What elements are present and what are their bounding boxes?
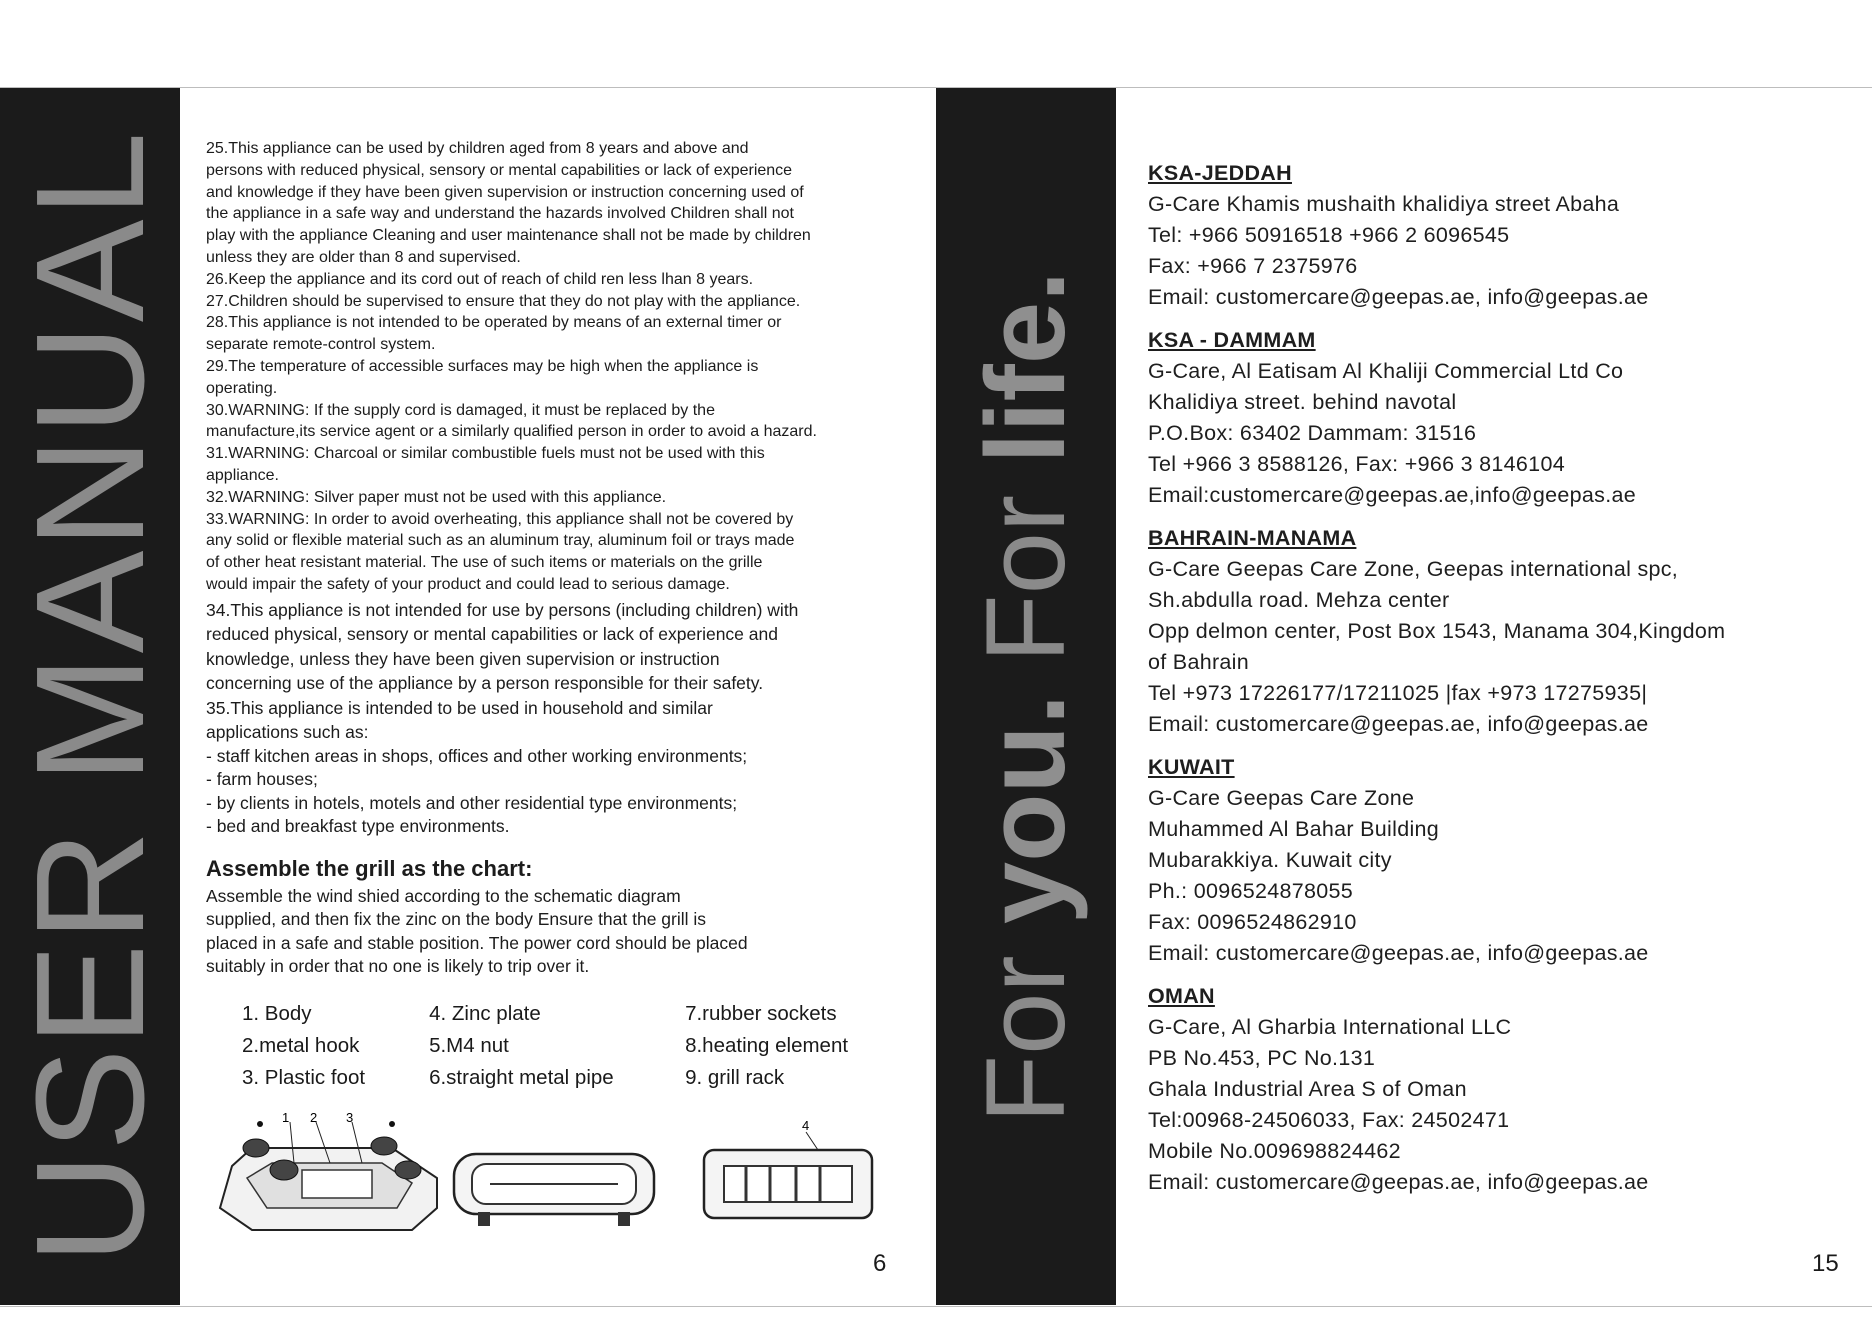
diagram-label: 1 — [282, 1110, 290, 1125]
part-label: 6.straight metal pipe — [429, 1066, 614, 1089]
safety-line: concerning use of the appliance by a person responsible for their safety. — [206, 673, 764, 694]
contact-line: Email: customercare@geepas.ae, info@geepas.ae — [1148, 941, 1649, 965]
part-label: 4. Zinc plate — [429, 1002, 541, 1025]
part-label: 1. Body — [242, 1002, 312, 1025]
contact-line: Fax: 0096524862910 — [1148, 910, 1357, 934]
assemble-heading: Assemble the grill as the chart: — [206, 855, 533, 881]
contact-line: Tel +966 3 8588126, Fax: +966 3 8146104 — [1148, 452, 1565, 476]
region-heading: BAHRAIN-MANAMA — [1148, 526, 1357, 550]
safety-line: 34.This appliance is not intended for use by persons (including children) with — [206, 599, 799, 620]
safety-items-large-block — [206, 598, 926, 745]
slogan-part: you. — [963, 693, 1088, 924]
safety-line: separate remote-control system. — [206, 336, 436, 354]
list-item: - bed and breakfast type environments. — [206, 816, 510, 837]
part-label: 3. Plastic foot — [242, 1066, 366, 1089]
safety-line: the appliance in a safe way and understand the hazards involved Children shall not — [206, 205, 794, 223]
region-heading: KUWAIT — [1148, 755, 1235, 779]
service-contacts — [1148, 158, 1848, 1210]
slogan-part: For — [963, 463, 1088, 694]
contact-line: Email: customercare@geepas.ae, info@geepas.ae — [1148, 712, 1649, 736]
contact-line: G-Care Geepas Care Zone — [1148, 786, 1415, 810]
assemble-line: supplied, and then fix the zinc on the body Ensure that the grill is — [206, 909, 707, 930]
safety-line: persons with reduced physical, sensory or mental capabilities or lack of experience — [206, 161, 793, 179]
list-item: - staff kitchen areas in shops, offices and other working environments; — [206, 745, 748, 766]
safety-line: unless they are older than 8 and supervised. — [206, 248, 521, 266]
safety-line: play with the appliance Cleaning and user maintenance shall not be made by children — [206, 227, 811, 245]
safety-line: of other heat resistant material. The use of such items or materials on the grille — [206, 554, 763, 572]
safety-line: 30.WARNING: If the supply cord is damaged, it must be replaced by the — [206, 401, 715, 419]
slogan-part: For — [963, 923, 1088, 1123]
list-item: - farm houses; — [206, 769, 318, 790]
diagram-label: 4 — [802, 1118, 810, 1133]
safety-line: 32.WARNING: Silver paper must not be used with this appliance. — [206, 488, 667, 506]
contact-line: Mubarakkiya. Kuwait city — [1148, 848, 1392, 872]
slogan-vertical — [963, 270, 1088, 1123]
safety-line: applications such as: — [206, 722, 369, 743]
part-label: 7.rubber sockets — [685, 1002, 837, 1025]
contact-line: Opp delmon center, Post Box 1543, Manama 304,Kingdom — [1148, 619, 1726, 643]
part-label: 2.metal hook — [242, 1034, 360, 1057]
safety-line: knowledge, unless they have been given supervision or instruction — [206, 648, 720, 669]
region-heading: KSA - DAMMAM — [1148, 328, 1316, 352]
safety-line: would impair the safety of your product and could lead to serious damage. — [206, 575, 730, 593]
contact-line: Email:customercare@geepas.ae,info@geepas.ae — [1148, 483, 1637, 507]
contact-line: Email: customercare@geepas.ae, info@geepas.ae — [1148, 1170, 1649, 1194]
contact-line: G-Care Khamis mushaith khalidiya street Abaha — [1148, 192, 1620, 216]
contact-section-bahrain — [1148, 523, 1848, 740]
contact-section-ksa-jeddah — [1148, 158, 1848, 313]
user-manual-vertical-title: USER MANUAL — [4, 129, 176, 1264]
contact-line: Mobile No.009698824462 — [1148, 1139, 1401, 1163]
contact-line: Ph.: 0096524878055 — [1148, 879, 1354, 903]
safety-instructions — [206, 138, 926, 979]
safety-line: any solid or flexible material such as an aluminum tray, aluminum foil or trays made — [206, 532, 795, 550]
diagram-label: 3 — [346, 1110, 354, 1125]
bottom-rule — [0, 1306, 1872, 1307]
contact-line: Ghala Industrial Area S of Oman — [1148, 1077, 1467, 1101]
slogan-spine-banner — [936, 88, 1116, 1305]
contact-line: PB No.453, PC No.131 — [1148, 1046, 1376, 1070]
assemble-paragraph — [206, 885, 926, 979]
contact-line: Sh.abdulla road. Mehza center — [1148, 588, 1450, 612]
region-heading: KSA-JEDDAH — [1148, 161, 1292, 185]
assemble-line: placed in a safe and stable position. The power cord should be placed — [206, 932, 748, 953]
contact-line: Muhammed Al Bahar Building — [1148, 817, 1440, 841]
assemble-line: Assemble the wind shied according to the schematic diagram — [206, 885, 681, 906]
page-number-right: 15 — [1812, 1250, 1839, 1277]
safety-line: 35.This appliance is intended to be used in household and similar — [206, 697, 713, 718]
contact-line: Email: customercare@geepas.ae, info@geepas.ae — [1148, 285, 1649, 309]
safety-line: and knowledge if they have been given supervision or instruction concerning used of — [206, 183, 804, 201]
contact-line: of Bahrain — [1148, 650, 1250, 674]
contact-section-kuwait — [1148, 752, 1848, 969]
diagram-label: 2 — [310, 1110, 318, 1125]
region-heading: OMAN — [1148, 984, 1215, 1008]
safety-line: manufacture,its service agent or a similarly qualified person in order to avoid a hazard. — [206, 423, 817, 441]
safety-line: appliance. — [206, 466, 279, 484]
grill-rack-diagram — [700, 1108, 878, 1228]
wind-shield-diagram — [450, 1150, 660, 1232]
slogan-part: life. — [963, 270, 1088, 464]
contact-line: Khalidiya street. behind navotal — [1148, 390, 1457, 414]
part-label: 8.heating element — [685, 1034, 849, 1057]
contact-section-ksa-dammam — [1148, 325, 1848, 511]
part-label: 5.M4 nut — [429, 1034, 509, 1057]
safety-line: 26.Keep the appliance and its cord out of reach of child ren less lhan 8 years. — [206, 270, 754, 288]
page-number-left: 6 — [873, 1250, 887, 1277]
safety-line: 33.WARNING: In order to avoid overheating, this appliance shall not be covered by — [206, 510, 794, 528]
contact-line: G-Care, Al Gharbia International LLC — [1148, 1015, 1512, 1039]
safety-line: reduced physical, sensory or mental capabilities or lack of experience and — [206, 624, 778, 645]
contact-line: G-Care Geepas Care Zone, Geepas international spc, — [1148, 557, 1679, 581]
contact-line: Fax: +966 7 2375976 — [1148, 254, 1358, 278]
assemble-line: suitably in order that no one is likely to trip over it. — [206, 956, 590, 977]
parts-list — [242, 998, 882, 1094]
safety-line: 27.Children should be supervised to ensure that they do not play with the appliance. — [206, 292, 801, 310]
usage-environments-list — [206, 745, 926, 839]
parts-row — [242, 1062, 882, 1094]
contact-line: Tel: +966 50916518 +966 2 6096545 — [1148, 223, 1510, 247]
contact-line: Tel +973 17226177/17211025 |fax +973 17275935| — [1148, 681, 1648, 705]
list-item: - by clients in hotels, motels and other residential type environments; — [206, 792, 738, 813]
parts-row — [242, 1030, 882, 1062]
safety-line: 29.The temperature of accessible surfaces may be high when the appliance is — [206, 357, 759, 375]
parts-row — [242, 998, 882, 1030]
safety-line: operating. — [206, 379, 278, 397]
safety-items-block — [206, 138, 926, 596]
safety-line: 28.This appliance is not intended to be operated by means of an external timer or — [206, 314, 782, 332]
part-label: 9. grill rack — [685, 1066, 785, 1089]
grill-body-diagram — [212, 1108, 444, 1238]
contact-line: Tel:00968-24506033, Fax: 24502471 — [1148, 1108, 1510, 1132]
contact-section-oman — [1148, 981, 1848, 1198]
safety-line: 31.WARNING: Charcoal or similar combustible fuels must not be used with this — [206, 445, 765, 463]
contact-line: G-Care, Al Eatisam Al Khaliji Commercial Ltd Co — [1148, 359, 1624, 383]
safety-line: 25.This appliance can be used by children aged from 8 years and above and — [206, 140, 749, 157]
contact-line: P.O.Box: 63402 Dammam: 31516 — [1148, 421, 1477, 445]
left-spine-banner — [0, 88, 180, 1305]
